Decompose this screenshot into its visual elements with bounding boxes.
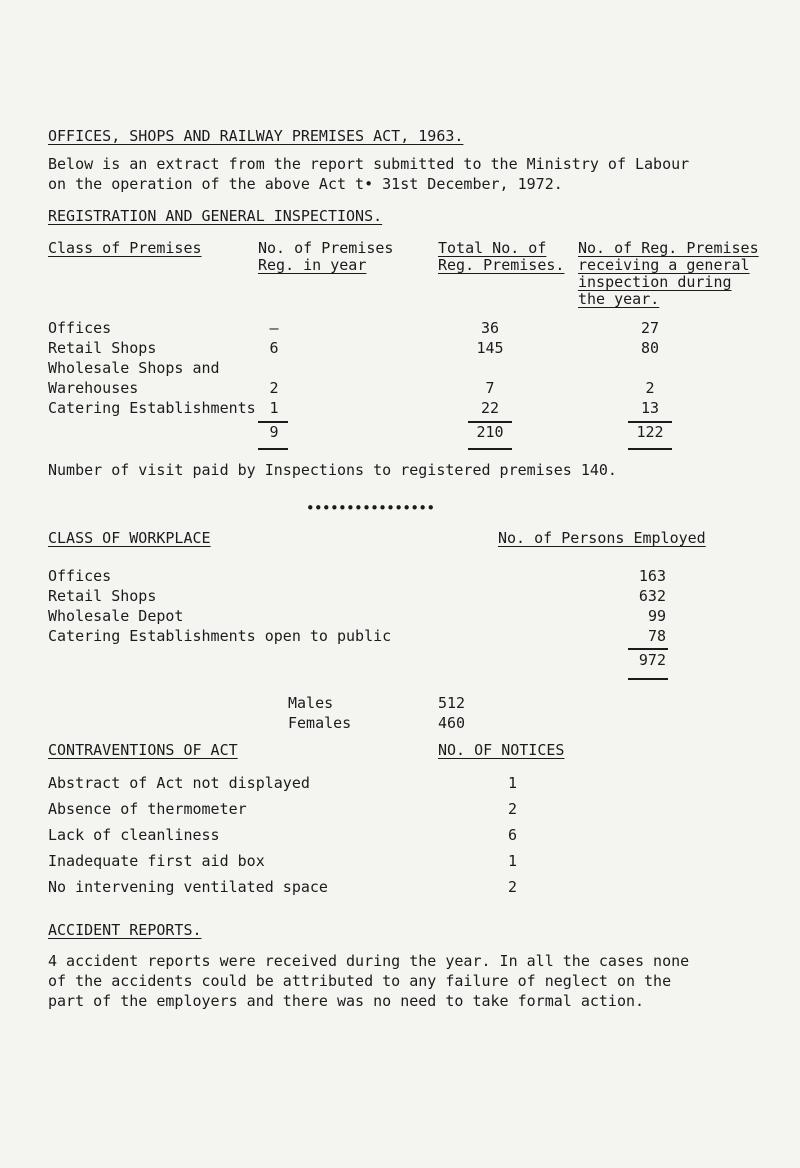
- col-header-class: Class of Premises: [48, 239, 202, 257]
- section-separator: ••••••••••••••••: [305, 499, 435, 517]
- table-row-inspected: 2: [645, 379, 655, 397]
- table-row-class: Offices: [48, 319, 112, 337]
- col-header-inspected-3: inspection during: [578, 273, 732, 291]
- table-row-class-cont: Warehouses: [48, 379, 139, 397]
- workplace-row-class: Wholesale Depot: [48, 607, 184, 625]
- table-row-reg-in-year: 6: [269, 339, 279, 357]
- table-row-inspected: 27: [640, 319, 660, 337]
- workplace-row-persons: 99: [647, 607, 666, 625]
- table-row-total-reg: 7: [485, 379, 495, 397]
- total-double-rule: [628, 448, 672, 450]
- accidents-text-line-3: part of the employers and there was no need to take formal action.: [48, 992, 645, 1010]
- table-row-reg-in-year: –: [269, 319, 279, 337]
- col-header-total-reg-2: Reg. Premises.: [438, 256, 565, 274]
- table-row-total-reg: 145: [476, 339, 504, 357]
- females-value: 460: [438, 714, 466, 732]
- females-label: Females: [288, 714, 352, 732]
- contravention-row-notices: 6: [508, 826, 518, 844]
- workplace-total-double-rule: [628, 678, 668, 680]
- total-total-reg: 210: [476, 423, 504, 441]
- table-row-class: Wholesale Shops and: [48, 359, 220, 377]
- workplace-row-class: Offices: [48, 567, 112, 585]
- table-row-class: Retail Shops: [48, 339, 157, 357]
- intro-line-2: on the operation of the above Act t• 31st December, 1972.: [48, 175, 563, 193]
- col-header-total-reg-1: Total No. of: [438, 239, 547, 257]
- accidents-text-line-1: 4 accident reports were received during the year. In all the cases none: [48, 952, 690, 970]
- workplace-row-persons: 632: [638, 587, 666, 605]
- col-header-reg-in-year-2: Reg. in year: [258, 256, 367, 274]
- workplace-row-persons: 78: [647, 627, 666, 645]
- contraventions-col-notices: NO. OF NOTICES: [438, 741, 565, 759]
- contravention-row-type: Lack of cleanliness: [48, 826, 220, 844]
- col-header-inspected-1: No. of Reg. Premises: [578, 239, 759, 257]
- accidents-text-line-2: of the accidents could be attributed to any failure of neglect on the: [48, 972, 672, 990]
- registration-heading: REGISTRATION AND GENERAL INSPECTIONS.: [48, 207, 383, 225]
- table-row-reg-in-year: 2: [269, 379, 279, 397]
- contravention-row-type: Absence of thermometer: [48, 800, 247, 818]
- table-row-inspected: 80: [640, 339, 660, 357]
- workplace-row-class: Retail Shops: [48, 587, 157, 605]
- contraventions-col-type: CONTRAVENTIONS OF ACT: [48, 741, 238, 759]
- contravention-row-notices: 2: [508, 878, 518, 896]
- contravention-row-notices: 1: [508, 852, 518, 870]
- table-row-total-reg: 22: [480, 399, 500, 417]
- col-header-reg-in-year-1: No. of Premises: [258, 239, 394, 257]
- visits-note: Number of visit paid by Inspections to registered premises 140.: [48, 461, 617, 479]
- total-double-rule: [258, 448, 288, 450]
- col-header-inspected-4: the year.: [578, 290, 660, 308]
- workplace-row-class: Catering Establishments open to public: [48, 627, 392, 645]
- contravention-row-type: Inadequate first aid box: [48, 852, 265, 870]
- workplace-row-persons: 163: [638, 567, 666, 585]
- total-double-rule: [468, 448, 512, 450]
- workplace-col-persons: No. of Persons Employed: [498, 529, 706, 547]
- page-title: OFFICES, SHOPS AND RAILWAY PREMISES ACT, 1963.: [48, 127, 464, 145]
- contravention-row-type: No intervening ventilated space: [48, 878, 328, 896]
- contravention-row-notices: 1: [508, 774, 518, 792]
- col-header-inspected-2: receiving a general: [578, 256, 750, 274]
- table-row-class: Catering Establishments: [48, 399, 256, 417]
- accidents-heading: ACCIDENT REPORTS.: [48, 921, 202, 939]
- contravention-row-type: Abstract of Act not displayed: [48, 774, 310, 792]
- total-inspected: 122: [636, 423, 664, 441]
- workplace-col-class: CLASS OF WORKPLACE: [48, 529, 211, 547]
- males-label: Males: [288, 694, 334, 712]
- table-row-total-reg: 36: [480, 319, 500, 337]
- intro-line-1: Below is an extract from the report submitted to the Ministry of Labour: [48, 155, 690, 173]
- workplace-total: 972: [638, 651, 666, 669]
- table-row-reg-in-year: 1: [269, 399, 279, 417]
- table-row-inspected: 13: [640, 399, 660, 417]
- males-value: 512: [438, 694, 466, 712]
- contravention-row-notices: 2: [508, 800, 518, 818]
- total-reg-in-year: 9: [269, 423, 279, 441]
